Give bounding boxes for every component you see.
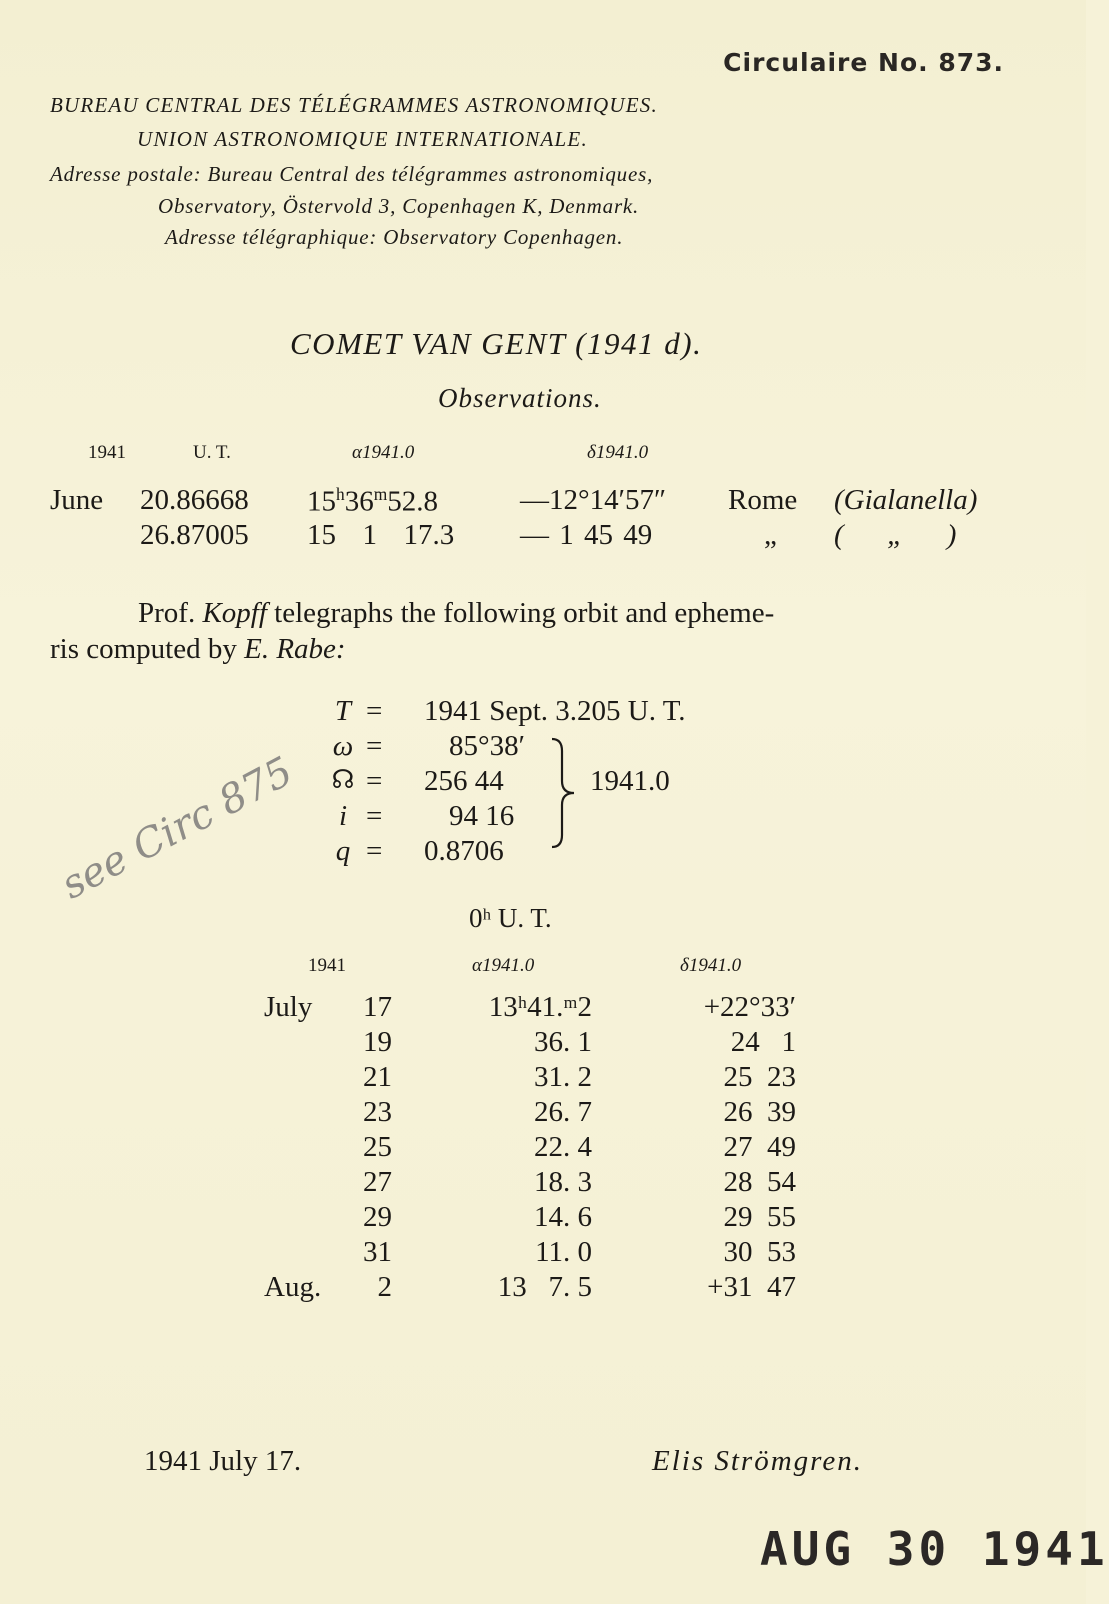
obs-ra-s: 17.3 [403,519,455,551]
paragraph-name: E. Rabe: [244,633,346,665]
orbit-eq: = [366,695,383,727]
eph-dec: 29 55 [723,1201,796,1233]
paragraph-name: Kopff [202,597,267,629]
orbit-sym-omega: ω [332,730,354,762]
eph-dec: 25 23 [723,1061,796,1093]
eph-month: July [264,991,313,1023]
circular-number: Circulaire No. 873. [723,48,1004,77]
subtitle: Observations. [438,383,602,413]
paragraph-line-1 [138,597,774,630]
eph-day: 2 [377,1271,392,1303]
eph-col-year: 1941 [308,955,346,976]
eph-dec: 24 1 [730,1026,796,1058]
paragraph-line-2 [50,633,346,666]
telegraph-address: Adresse télégraphique: Observatory Copenhagen. [165,225,624,249]
orbit-q-value: 0.8706 [424,835,504,867]
obs-observer: ( „ ) [834,519,957,551]
eph-dec: 26 39 [723,1096,796,1128]
eph-col-delta: δ1941.0 [680,955,742,976]
signature: Elis Strömgren. [652,1445,863,1477]
orbit-T-value: 1941 Sept. 3.205 U. T. [424,695,686,727]
obs-ra-m: 1 [362,519,377,551]
pencil-annotation-text: see Circ 875 [53,748,301,909]
eph-col-alpha: α1941.0 [472,955,535,976]
orbit-eq: = [366,800,383,832]
obs-date: 20.86668 [140,484,249,516]
obs-dec: —12°14′57″ [520,484,667,516]
eph-month: Aug. [264,1271,322,1303]
paragraph-text: ris computed by [50,633,237,665]
eph-ra: 18. 3 [534,1166,592,1198]
obs-date: 26.87005 [140,519,249,551]
eph-day: 29 [363,1201,392,1233]
eph-day: 23 [363,1096,392,1128]
obs-col-alpha: α1941.0 [352,442,415,463]
eph-day: 21 [363,1061,392,1093]
obs-place: Rome [728,484,798,516]
obs-place: „ [764,519,777,551]
page-title: COMET VAN GENT (1941 d). [290,326,703,361]
eph-ra: 14. 6 [534,1201,592,1233]
eph-day: 19 [363,1026,392,1058]
eph-ra: 26. 7 [534,1096,592,1128]
postal-address-2: Observatory, Östervold 3, Copenhagen K, Denmark. [158,194,640,218]
eph-dec: 30 53 [723,1236,796,1268]
orbit-sym-q: q [335,835,351,867]
brace-icon [548,737,578,849]
orbit-node-value: 256 44 [424,765,504,797]
orbit-sym-T: T [334,695,352,727]
paragraph-text: Prof. [138,597,196,629]
obs-ra-h: 15 [307,519,336,551]
obs-col-delta: δ1941.0 [587,442,649,463]
orbit-epoch: 1941.0 [590,765,670,797]
obs-col-ut: U. T. [193,442,231,463]
obs-ra-m: 36 [344,485,374,518]
orbit-eq: = [366,765,383,797]
eph-ra: 22. 4 [534,1131,592,1163]
ephemeris-heading: 0ʰ U. T. [469,903,552,933]
obs-ra [307,519,454,552]
paragraph-text: telegraphs the following orbit and epheme- [274,597,775,629]
footer-date: 1941 July 17. [144,1445,302,1477]
pencil-annotation [40,748,301,950]
union-name: UNION ASTRONOMIQUE INTERNATIONALE. [137,127,588,151]
eph-day: 31 [363,1236,392,1268]
obs-ra: 15$^h$36$^m$52.8 [307,484,438,518]
eph-dec: +31 47 [707,1271,796,1303]
eph-ra: 13 7. 5 [497,1271,592,1303]
orbit-sym-node: ☊ [331,765,355,795]
eph-ra: 31. 2 [534,1061,592,1093]
orbit-omega-value: 85°38′ [449,730,525,762]
obs-observer: (Gialanella) [834,484,978,516]
obs-dec: — 1 45 49 [520,519,653,551]
orbit-sym-i: i [338,800,348,832]
orbit-i-value: 94 16 [449,800,515,832]
obs-ra-s: 52.8 [387,485,438,518]
obs-month: June [50,484,104,516]
eph-ra: 11. 0 [535,1236,592,1268]
postal-address: Adresse postale: Bureau Central des télégrammes astronomiques, [50,162,654,186]
eph-dec: 28 54 [723,1166,796,1198]
orbit-eq: = [366,835,383,867]
obs-ra-h: 15 [307,485,336,518]
eph-day: 25 [363,1131,392,1163]
obs-col-year: 1941 [88,442,126,463]
received-stamp: AUG 30 1941 [760,1522,1109,1576]
eph-day: 27 [363,1166,392,1198]
eph-day: 17 [363,991,392,1023]
eph-dec: 27 49 [723,1131,796,1163]
eph-ra: 36. 1 [534,1026,592,1058]
orbit-eq: = [366,730,383,762]
eph-dec: +22°33′ [703,991,796,1023]
bureau-name: BUREAU CENTRAL DES TÉLÉGRAMMES ASTRONOMIQUES. [50,93,658,117]
eph-ra: 13ʰ41.ᵐ2 [488,991,592,1023]
